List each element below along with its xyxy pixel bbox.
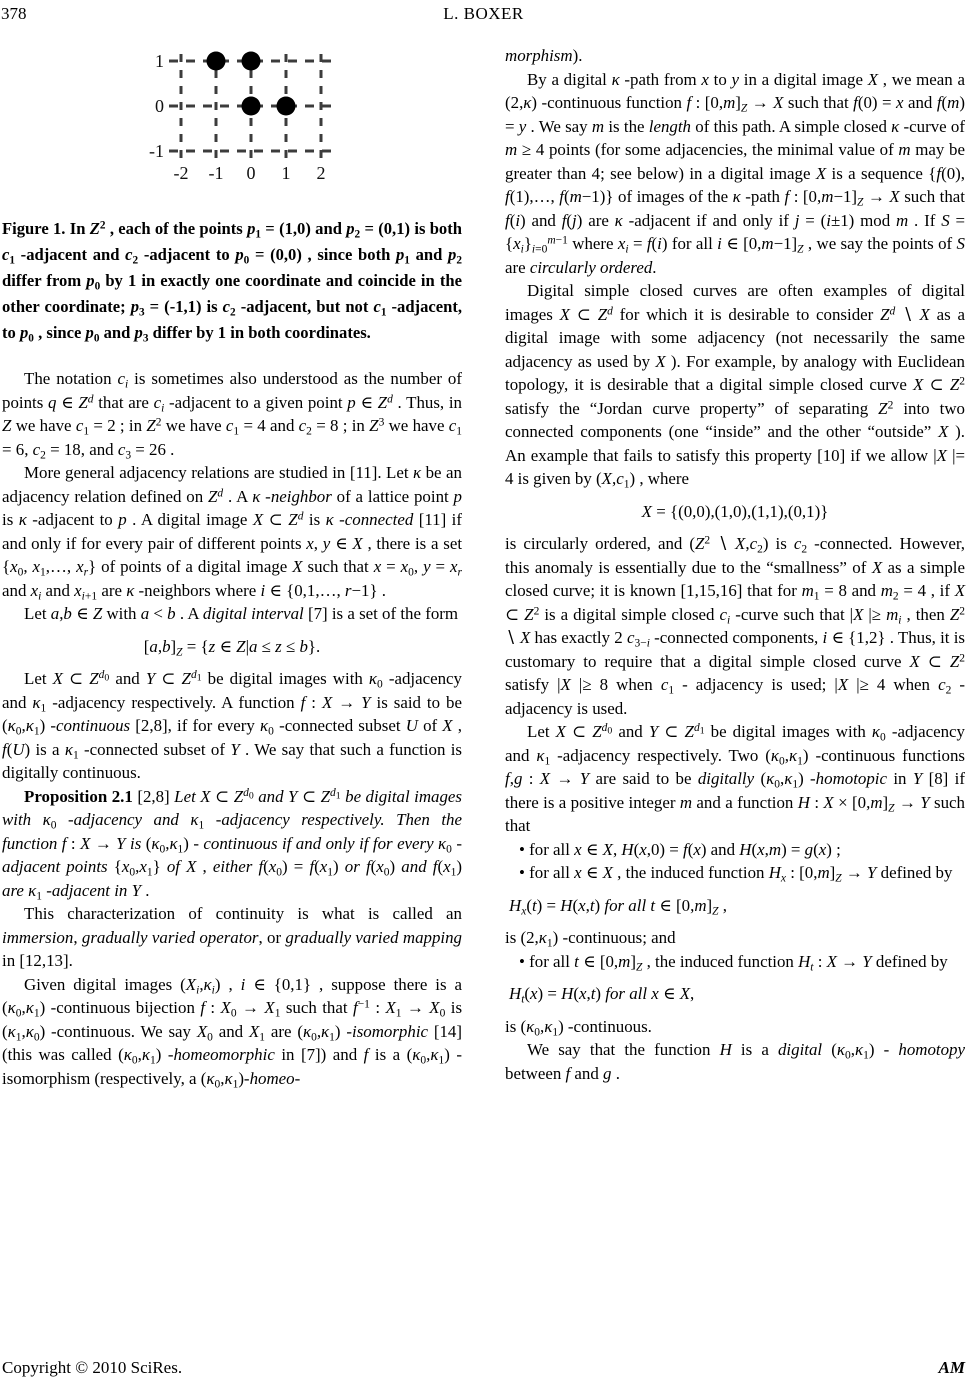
right-column-body xyxy=(505,44,965,1085)
x-tick-label: -1 xyxy=(208,163,224,183)
lattice-point xyxy=(277,97,296,116)
para-continuous-final: is $(\kappa_0,\kappa_1)$ -continuous. xyxy=(505,1016,652,1038)
page-footer xyxy=(2,1354,965,1378)
two-column-layout xyxy=(2,42,965,1090)
equation-induced-t: $H_t(x) = H(x,t)$ for all x ∈ X, xyxy=(509,984,695,1006)
equation-induced-x: $H_x(t) = H(x,t)$ for all t ∈ $[0,m]_Z$ , xyxy=(509,895,727,917)
bullet-homotopy-endpoints: • for all x ∈ X, H(x,0) = f(x) and H(x,m) = g(x) ; xyxy=(519,839,841,859)
y-tick-label: 1 xyxy=(155,51,164,71)
copyright-notice: Copyright © 2010 SciRes. xyxy=(2,1358,183,1377)
para-homotopic: Let X ⊂ $Z^{d_0}$ and Y ⊂ $Z^{d_1}$ be digital images with $\kappa_0$ -adjacency and $\kappa_1$ -adjacency respectively. Two $(\kappa_0,\kappa_1)$ -continuous functions f,g : X → Y are said to be digitally $(\kappa_0,\kappa_1)$ -homotopic in Y [8] if there is a positive integer m and a function H : $X \times [0,m]_Z \to Y$ such that xyxy=(505,722,965,835)
para-morphism-continuation: morphism). xyxy=(505,46,583,65)
left-column xyxy=(2,42,462,1090)
lattice-point xyxy=(207,52,226,71)
para-simple-closed-curves: Digital simple closed curves are often examples of digital images X ⊂ $Z^d$ for which it is desirable to consider $Z^d$ ∖ X as a digital image with some adjacency (not necessarily the same adjacency as used by X ). For example, by analogy with Euclidean topology, it is desirable that a digital simple closed curve X ⊂ $Z^2$ satisfy the “Jordan curve property” of separating $Z^2$ into two connected components (one “inside” and the other “outside” X ). An example that fails to satisfy this property [10] if we allow |X |= 4 is given by $(X,c_1)$ , where xyxy=(505,281,966,491)
bullet-induced-function-x: • for all x ∈ X , the induced function $H_x$ : $[0,m]_Z \to Y$ defined by xyxy=(519,863,953,885)
right-column xyxy=(505,42,965,1090)
para-homotopy-def: We say that the function H is a digital $(\kappa_0,\kappa_1)$ - homotopy between f and g . xyxy=(505,1040,965,1083)
running-head xyxy=(0,4,967,30)
lattice-point xyxy=(242,97,261,116)
journal-mark: AM xyxy=(938,1358,965,1377)
x-tick-label: 1 xyxy=(281,163,291,183)
y-tick-label: -1 xyxy=(149,141,164,161)
page-number: 378 xyxy=(1,4,27,23)
para-anomaly: is circularly ordered, and ($Z^2$ ∖ $X,c_2$) is $c_2$ -connected. However, this anomaly is essentially due to the “smallness” of X as a simple closed curve; it is known [1,15,16] that for $m_1 = 8$ and $m_2 = 4$ , if X ⊂ $Z^2$ is a digital simple closed $c_i$ -curve such that |X |≥ $m_i$ , then $Z^2$ ∖ X has exactly 2 $c_{3-i}$ -connected components, i ∈ {1,2} . Thus, it is customary to require that a digital simple closed curve X ⊂ $Z^2$ satisfy |X |≥ 8 when $c_1$ - adjacency is used; |X |≥ 4 when $c_2$ -adjacency is used. xyxy=(505,534,966,718)
running-title: L. BOXER xyxy=(443,4,524,23)
para-characterization: This characterization of continuity is what is called an immersion, gradually varied operator, or gradually varied mapping in [12,13]. xyxy=(2,904,462,970)
para-digital-interval: Let a,b ∈ Z with a < b . A digital interval [7] is a set of the form xyxy=(24,604,459,623)
para-digital-path: By a digital κ -path from x to y in a digital image X , we mean a (2,κ) -continuous function f : $[0,m]_Z \to X$ such that f(0) = x and f(m) = y . We say m is the length of this path. A simple closed κ -curve of m ≥ 4 points (for some adjacencies, the minimal value of m may be greater than 4; see below) in a digital image X is a sequence {f(0), f(1),…, f(m−1)} of images of the κ -path f : $[0,m-1]_Z \to X$ such that f(i) and f(j) are κ -adjacent if and only if j = (i±1) mod m . If $S = \{x_i\}_{i=0}^{m-1}$ where $x_i = f(i)$ for all i ∈ $[0,m-1]_Z$ , we say the points of S are circularly ordered. xyxy=(505,69,965,277)
para-isomorphism: Given digital images $(X_i,\kappa_i)$ , i ∈ {0,1} , suppose there is a $(\kappa_0,\kappa_1)$ -continuous bijection f : $X_0 \to X_1$ such that $f^{-1}$ : $X_1 \to X_0$ is $(\kappa_1,\kappa_0)$ -continuous. We say $X_0$ and $X_1$ are $(\kappa_0,\kappa_1)$ -isomorphic [14] (this was called $(\kappa_0,\kappa_1)$ -homeomorphic in [7]) and f is a $(\kappa_0,\kappa_1)$ -isomorphism (respectively, a $(\kappa_0,\kappa_1)-homeo-$ xyxy=(2,974,463,1090)
equation-example-set: X = {(0,0),(1,0),(1,1),(0,1)} xyxy=(641,501,829,521)
para-proposition-2-1: Proposition 2.1 [2,8] Let X ⊂ $Z^{d_0}$ and Y ⊂ $Z^{d_1}$ be digital images with $\kappa_0$ -adjacency and $\kappa_1$ -adjacency respectively. Then the function f : X → Y is $(\kappa_0,\kappa_1)$ - continuous if and only if for every $\kappa_0$ -adjacent points $\{x_0,x_1\}$ of X , either $f(x_0) = f(x_1)$ or $f(x_0)$ and $f(x_1)$ are $\kappa_1$ -adjacent in Y . xyxy=(2,786,462,902)
lattice-point xyxy=(242,52,261,71)
x-tick-label: -2 xyxy=(173,163,189,183)
para-continuous-and: is $(2,\kappa_1)$ -continuous; and xyxy=(505,928,676,950)
para-notation: The notation $c_i$ is sometimes also understood as the number of points q ∈ $Z^d$ that are $c_i$ -adjacent to a given point p ∈ $Z^d$ . Thus, in Z we have $c_1 = 2$ ; in $Z^2$ we have $c_1 = 4$ and $c_2 = 8$ ; in $Z^3$ we have $c_1 = 6$, $c_2 = 18$, and $c_3 = 26$ . xyxy=(2,369,463,461)
equation-digital-interval: $[a,b]_Z = \{z$ ∈ Z|a ≤ z ≤ b}. xyxy=(143,636,321,658)
figure1-plot xyxy=(138,46,350,194)
x-tick-label: 2 xyxy=(316,163,326,183)
x-tick-label: 0 xyxy=(246,163,256,183)
bullet-induced-function-t: • for all t ∈ $[0,m]_Z$ , the induced function $H_t$ : X → Y defined by xyxy=(519,951,948,973)
y-tick-label: 0 xyxy=(155,96,164,116)
para-adjacency-relations: More general adjacency relations are studied in [11]. Let κ be an adjacency relation defined on $Z^d$ . A κ -neighbor of a lattice point p is κ -adjacent to p . A digital image X ⊂ $Z^d$ is κ -connected [11] if and only if for every pair of different points x, y ∈ X , there is a set {$x_0$, $x_1,\dots$, $x_r$} of points of a digital image X such that $x = x_0$, $y = x_r$ and $x_i$ and $x_{i+1}$ are κ -neighbors where i ∈ {0,1,…, r−1} . xyxy=(2,463,463,602)
para-continuous-function: Let X ⊂ $Z^{d_0}$ and Y ⊂ $Z^{d_1}$ be digital images with $\kappa_0$ -adjacency and $\kappa_1$ -adjacency respectively. A function f : X → Y is said to be $(\kappa_0,\kappa_1)$ -continuous [2,8], if for every $\kappa_0$ -connected subset U of X , f(U) is a $\kappa_1$ -connected subset of Y . We say that such a function is digitally continuous. xyxy=(2,669,463,782)
figure1-caption: Figure 1. In $Z^2$ , each of the points $p_1 = (1,0)$ and $p_2 = (0,1)$ is both $c_1$ -adjacent and $c_2$ -adjacent to $p_0 = (0,0)$ , since both $p_1$ and $p_2$ differ from $p_0$ by 1 in exactly one coordinate and coincide in the other coordinate; $p_3 = (-1,1)$ is $c_2$ -adjacent, but not $c_1$ -adjacent, to $p_0$ , since $p_0$ and $p_3$ differ by 1 in both coordinates. xyxy=(2,219,463,345)
left-column-body xyxy=(2,367,462,1090)
figure1 xyxy=(2,46,462,346)
